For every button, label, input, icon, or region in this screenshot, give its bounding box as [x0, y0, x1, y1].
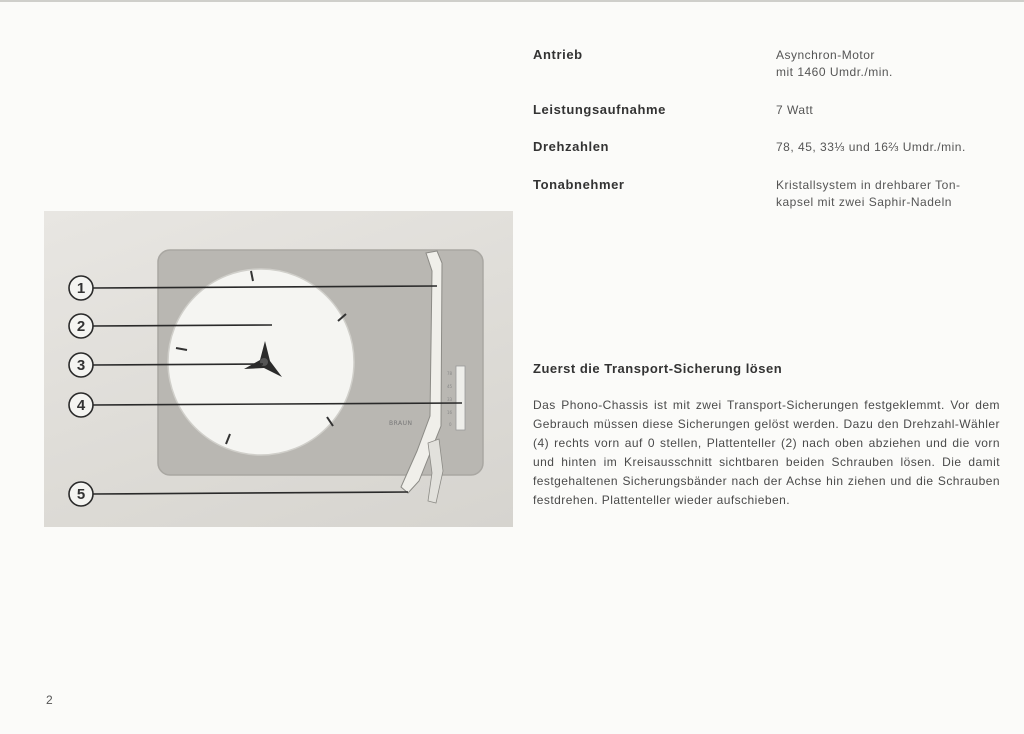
spec-label: Leistungsaufnahme — [533, 102, 666, 117]
spec-value — [776, 139, 1016, 156]
callout-number-4: 4 — [76, 397, 86, 414]
spec-value-line: 7 Watt — [776, 103, 814, 117]
turntable-photo — [44, 211, 513, 527]
spec-value-line: Kristallsystem in drehbarer Ton- — [776, 178, 961, 192]
spec-value-line: kapsel mit zwei Saphir-Nadeln — [776, 195, 952, 209]
spec-value-line: mit 1460 Umdr./min. — [776, 65, 893, 79]
top-edge-line — [0, 0, 1024, 2]
speed-scale-label: 33 — [447, 397, 453, 402]
page-number: 2 — [46, 693, 53, 707]
speed-scale-label: 16 — [447, 410, 453, 415]
spec-label: Drehzahlen — [533, 139, 610, 154]
callout-line-5 — [92, 492, 408, 494]
callout-number-3: 3 — [76, 357, 86, 374]
turntable-illustration — [44, 211, 513, 527]
callout-number-1: 1 — [76, 280, 86, 297]
brand-logo: BRAUN — [389, 420, 413, 427]
spec-value-line: Asynchron-Motor — [776, 48, 875, 62]
spec-value-line: 78, 45, 33⅓ und 16⅔ Umdr./min. — [776, 140, 966, 154]
spec-label: Tonabnehmer — [533, 177, 625, 192]
callout-number-5: 5 — [76, 486, 86, 503]
spec-value — [776, 102, 1006, 119]
speed-scale-label: 0 — [449, 422, 452, 427]
spec-value — [776, 177, 1006, 211]
callout-number-2: 2 — [76, 318, 86, 335]
section-title: Zuerst die Transport-Sicherung lösen — [533, 361, 783, 376]
speed-scale-label: 45 — [447, 384, 453, 389]
spec-label: Antrieb — [533, 47, 583, 62]
spec-value — [776, 47, 1006, 81]
speed-scale-label: 78 — [447, 371, 453, 376]
callout-line-3 — [92, 364, 263, 365]
callout-line-2 — [92, 325, 272, 326]
instruction-paragraph: Das Phono-Chassis ist mit zwei Transport-Sicherungen festgeklemmt. Vor dem Gebrauch müssen diese Sicherungen gelöst werden. Dazu den Drehzahl-Wähler (4) rechts vorn auf 0 stellen, Plattenteller (2) nach oben abziehen und die vorn und hinten im Kreisausschnitt sichtbaren beiden Schrauben lösen. Die damit festgehaltenen Sicherungsbänder nach der Achse hin ziehen und die Schrauben festdrehen. Plattenteller wieder aufschieben. — [533, 398, 1000, 507]
speed-selector — [456, 366, 465, 430]
